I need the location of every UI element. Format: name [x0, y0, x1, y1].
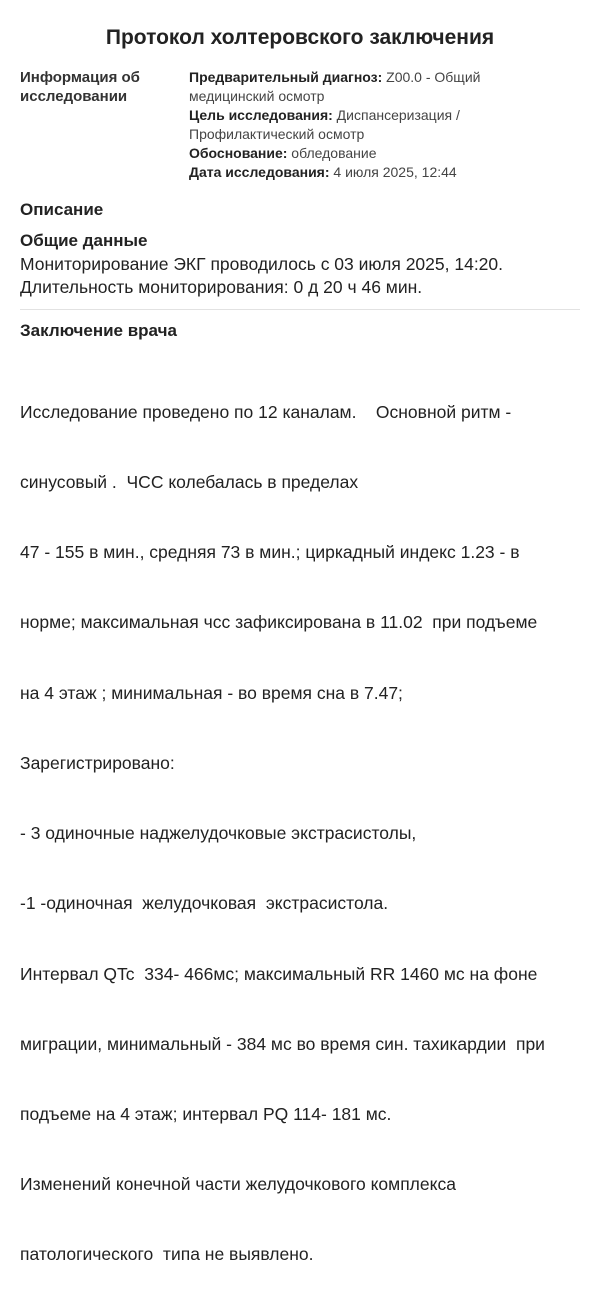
conclusion-line: - 3 одиночные наджелудочковые экстрасистолы, [20, 823, 417, 844]
description-heading: Описание [20, 200, 104, 219]
conclusion-line: -1 -одиночная желудочковая экстрасистола. [20, 893, 389, 914]
purpose-label: Цель исследования: [189, 107, 333, 123]
purpose-row [189, 106, 480, 125]
general-data-heading: Общие данные [20, 231, 148, 250]
diagnosis-value: Z00.0 - Общий [382, 69, 481, 85]
reason-row [189, 144, 480, 163]
info-label-line: исследовании [20, 88, 128, 105]
general-data-line: Мониторирование ЭКГ проводилось с 03 июля 2025, 14:20. [20, 254, 504, 274]
diagnosis-value-cont: медицинский осмотр [189, 88, 325, 104]
reason-label: Обоснование: [189, 145, 288, 161]
conclusion-text [20, 354, 545, 1290]
reason-value: обледование [287, 145, 377, 161]
diagnosis-label: Предварительный диагноз: [189, 69, 383, 85]
conclusion-line: Интервал QTc 334- 466мс; максимальный RR 1460 мс на фоне [20, 963, 538, 984]
date-label: Дата исследования: [189, 164, 330, 180]
purpose-value: Диспансеризация / [332, 107, 460, 123]
conclusion-line: на 4 этаж ; минимальная - во время сна в 7.47; [20, 682, 403, 703]
conclusion-line: Исследование проведено по 12 каналам. Основной ритм - [20, 401, 512, 422]
conclusion-line: Зарегистрировано: [20, 752, 175, 773]
conclusion-line: миграции, минимальный - 384 мс во время син. тахикардии при [20, 1033, 545, 1054]
date-value: 4 июля 2025, 12:44 [329, 164, 457, 180]
purpose-value-cont: Профилактический осмотр [189, 126, 365, 142]
date-row [189, 163, 480, 182]
conclusion-line: патологического типа не выявлено. [20, 1244, 314, 1265]
page-title: Протокол холтеровского заключения [105, 26, 495, 49]
conclusion-line: Изменений конечной части желудочкового комплекса [20, 1174, 456, 1195]
conclusion-line: 47 - 155 в мин., средняя 73 в мин.; циркадный индекс 1.23 - в [20, 542, 520, 563]
diagnosis-row [189, 68, 480, 87]
info-section-label [20, 68, 140, 106]
conclusion-line: норме; максимальная чсс зафиксирована в 11.02 при подъеме [20, 612, 538, 633]
general-data-line: Длительность мониторирования: 0 д 20 ч 46 мин. [20, 277, 423, 297]
conclusion-heading: Заключение врача [20, 321, 177, 340]
info-label-line: Информация об [20, 69, 140, 86]
conclusion-line: синусовый . ЧСС колебалась в пределах [20, 472, 359, 493]
info-details [189, 68, 480, 182]
section-divider [20, 309, 580, 310]
general-data-text [20, 253, 503, 299]
conclusion-line: подъеме на 4 этаж; интервал PQ 114- 181 мс. [20, 1104, 392, 1124]
